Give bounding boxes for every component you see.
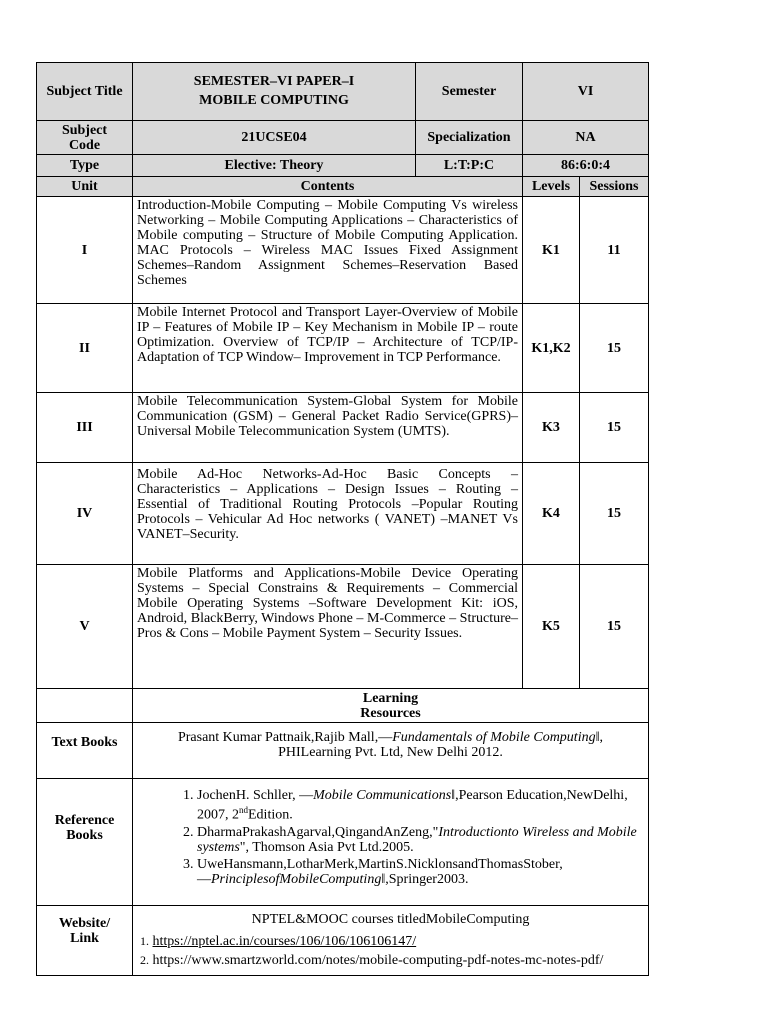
learning-resources-spacer xyxy=(37,689,133,723)
ref-title: PrinciplesofMobileComputing xyxy=(211,871,382,887)
reference-books-content xyxy=(133,779,649,906)
unit-contents: Mobile Internet Protocol and Transport Layer-Overview of Mobile IP – Features of Mobile IP – Key Mechanism in Mobile IP – route Optimization. Overview of TCP/IP – Architecture of TCP/IP-Adaptation of TCP Window– Improvement in TCP Performance. xyxy=(133,304,523,393)
learning-resources-line1: Learning xyxy=(362,690,419,706)
table-row xyxy=(37,197,649,304)
link-number: 2. xyxy=(140,953,149,967)
unit-level: K5 xyxy=(523,565,580,689)
subject-code-label-line2: Code xyxy=(68,137,101,153)
table-row xyxy=(37,565,649,689)
ref-authors: UweHansmann,LotharMerk,MartinS.NicklonsandThomasStober, ― xyxy=(197,856,563,887)
link-item xyxy=(137,953,644,968)
unit-column-header: Unit xyxy=(37,177,133,197)
unit-contents: Introduction-Mobile Computing – Mobile Computing Vs wireless Networking – Mobile Computing Applications – Characteristics of Mobile computing – Structure of Mobile Computing Application. MAC Protocols – Wireless MAC Issues Fixed Assignment Schemes–Random Assignment Schemes–Reservation Based Schemes xyxy=(133,197,523,304)
ref-title: Mobile Communications xyxy=(313,788,452,803)
website-intro: NPTEL&MOOC courses titledMobileComputing xyxy=(251,912,530,927)
type-value: Elective: Theory xyxy=(133,155,416,177)
reference-books-label xyxy=(37,779,133,906)
website-label xyxy=(37,906,133,976)
syllabus-table xyxy=(36,62,649,976)
unit-contents: Mobile Telecommunication System-Global System for Mobile Communication (GSM) – General Packet Radio Service(GPRS)–Universal Mobile Telecommunication System (UMTS). xyxy=(133,393,523,463)
subject-code-label xyxy=(37,121,133,155)
ltpc-label: L:T:P:C xyxy=(416,155,523,177)
link-number: 1. xyxy=(140,934,149,948)
unit-number: I xyxy=(37,197,133,304)
unit-contents: Mobile Platforms and Applications-Mobile Device Operating Systems – Special Constrains & Requirements – Commercial Mobile Operating Systems –Software Development Kit: iOS, Android, BlackBerry, Windows Phone – M-Commerce – Structure– Pros & Cons – Mobile Payment System – Security Issues. xyxy=(133,565,523,689)
ref-authors: JochenH. Schller, ― xyxy=(197,788,314,803)
subject-code-value: 21UCSE04 xyxy=(133,121,416,155)
unit-level: K1,K2 xyxy=(523,304,580,393)
list-item xyxy=(197,825,644,855)
unit-sessions: 15 xyxy=(580,463,649,565)
list-item xyxy=(197,857,644,887)
text-book-authors: Prasant Kumar Pattnaik,Rajib Mall,― xyxy=(177,730,393,745)
text-books-content xyxy=(133,723,649,779)
unit-number: IV xyxy=(37,463,133,565)
title-line-2: MOBILE COMPUTING xyxy=(199,92,349,108)
unit-number: III xyxy=(37,393,133,463)
subject-code-label-line1: Subject xyxy=(61,122,108,138)
unit-contents: Mobile Ad-Hoc Networks-Ad-Hoc Basic Concepts – Characteristics – Applications – Design Issues – Routing – Essential of Traditional Routing Protocols –Popular Routing Protocols – Vehicular Ad Hoc networks ( VANET) –MANET Vs VANET–Security. xyxy=(133,463,523,565)
reference-books-list xyxy=(137,788,644,887)
text-book-line2: PHILearning Pvt. Ltd, New Delhi 2012. xyxy=(278,745,503,760)
learning-resources-heading xyxy=(133,689,649,723)
ref-publisher: ‖,Pearson Education,NewDelhi, 2007, 2 xyxy=(197,788,628,823)
text-book-after-title: ‖, xyxy=(595,730,604,745)
table-row xyxy=(37,304,649,393)
ref-publisher: ‖,Springer2003. xyxy=(381,871,469,887)
semester-value: VI xyxy=(523,63,649,121)
table-row xyxy=(37,393,649,463)
table-row xyxy=(37,463,649,565)
contents-column-header: Contents xyxy=(133,177,523,197)
ref-authors: DharmaPrakashAgarval,QingandAnZeng," xyxy=(197,824,439,840)
specialization-value: NA xyxy=(523,121,649,155)
unit-sessions: 15 xyxy=(580,565,649,689)
unit-level: K1 xyxy=(523,197,580,304)
type-label: Type xyxy=(37,155,133,177)
ref-superscript: nd xyxy=(239,805,248,815)
website-content xyxy=(133,906,649,976)
reference-books-label-line1: Reference xyxy=(54,813,115,828)
website-label-line2: Link xyxy=(70,931,99,946)
title-line-1: SEMESTER–VI PAPER–I xyxy=(193,73,355,89)
specialization-label: Specialization xyxy=(416,121,523,155)
subject-title-value xyxy=(133,63,416,121)
ref-edition: Edition. xyxy=(248,807,293,823)
smartzworld-link[interactable]: https://www.smartzworld.com/notes/mobile-computing-pdf-notes-mc-notes-pdf/ xyxy=(152,953,604,968)
text-books-label: Text Books xyxy=(37,723,133,779)
ref-title: Introductionto Wireless and Mobile systems xyxy=(197,824,637,855)
unit-sessions: 15 xyxy=(580,304,649,393)
text-book-line1 xyxy=(137,730,644,745)
unit-number: V xyxy=(37,565,133,689)
unit-sessions: 15 xyxy=(580,393,649,463)
reference-books-label-line2: Books xyxy=(66,828,103,843)
learning-resources-line2: Resources xyxy=(360,705,421,721)
unit-number: II xyxy=(37,304,133,393)
ltpc-value: 86:6:0:4 xyxy=(523,155,649,177)
semester-label: Semester xyxy=(416,63,523,121)
unit-level: K3 xyxy=(523,393,580,463)
levels-column-header: Levels xyxy=(523,177,580,197)
website-label-line1: Website/ xyxy=(58,916,111,931)
subject-title-label: Subject Title xyxy=(37,63,133,121)
text-book-title: Fundamentals of Mobile Computing xyxy=(392,730,596,745)
unit-sessions: 11 xyxy=(580,197,649,304)
unit-level: K4 xyxy=(523,463,580,565)
list-item xyxy=(197,788,644,823)
nptel-link[interactable]: https://nptel.ac.in/courses/106/106/106106147/ xyxy=(152,934,417,949)
ref-publisher: ", Thomson Asia Pvt Ltd.2005. xyxy=(239,839,414,855)
sessions-column-header: Sessions xyxy=(580,177,649,197)
link-item xyxy=(137,934,644,949)
